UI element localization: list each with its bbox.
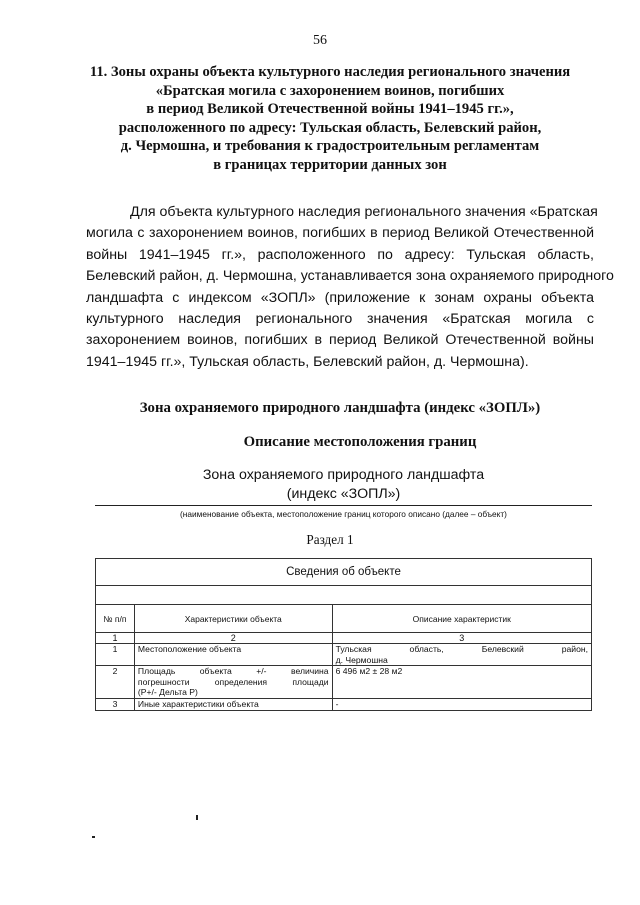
row-value — [332, 699, 591, 711]
row-number: 1 — [96, 644, 135, 666]
characteristic-line: Местоположение объекта — [137, 644, 242, 654]
object-name-line: (индекс «ЗОПЛ») — [286, 486, 401, 502]
paragraph-line: войны 1941–1945 гг.», расположенного по адресу: Тульская область, — [86, 246, 594, 263]
heading-line: «Братская могила с захоронением воинов, погибших — [155, 82, 505, 99]
value-line: д. Чермошна — [335, 654, 388, 665]
object-info-table — [95, 558, 592, 711]
paragraph-line: могила с захоронением воинов, погибших в период Великой Отечественной — [86, 225, 594, 242]
row-characteristic — [134, 644, 332, 666]
paragraph-line: 1941–1945 гг.», Тульская область, Белевский район, д. Чермошна). — [86, 353, 529, 370]
paragraph-line: культурного наследия регионального значения «Братская могила с — [86, 311, 594, 328]
scan-mark — [196, 815, 198, 820]
header-characteristic: Характеристики объекта — [134, 605, 332, 633]
column-number: 2 — [134, 633, 332, 644]
description-title: Описание местоположения границ — [243, 434, 477, 450]
heading-line: в границах территории данных зон — [213, 156, 447, 173]
header-number: № п/п — [96, 605, 135, 633]
header-description: Описание характеристик — [332, 605, 591, 633]
heading-line: в период Великой Отечественной войны 1941–1945 гг.», — [146, 101, 514, 118]
characteristic-line: Иные характеристики объекта — [137, 699, 259, 709]
table-row — [96, 644, 592, 666]
characteristic-line: погрешности определения площади — [137, 676, 329, 687]
table-caption: Сведения об объекте — [96, 559, 592, 586]
row-characteristic — [134, 699, 332, 711]
table-row — [96, 699, 592, 711]
paragraph-line: захоронением воинов, погибших в период Великой Отечественной войны — [86, 332, 594, 349]
object-name-caption: (наименование объекта, местоположение границ которого описано (далее – объект) — [180, 509, 507, 519]
value-line: - — [335, 699, 339, 709]
object-name-line: Зона охраняемого природного ландшафта — [202, 467, 485, 483]
table-row — [96, 666, 592, 699]
heading-line: расположенного по адресу: Тульская область, Белевский район, — [118, 119, 542, 136]
table-spacer-row — [96, 586, 592, 605]
row-number: 2 — [96, 666, 135, 699]
scan-mark — [92, 836, 95, 838]
row-characteristic — [134, 666, 332, 699]
object-name-field — [95, 466, 592, 506]
characteristic-line: Площадь объекта +/- величина — [137, 666, 329, 676]
value-line: 6 496 м2 ± 28 м2 — [335, 666, 403, 676]
column-number: 1 — [96, 633, 135, 644]
row-value — [332, 666, 591, 699]
row-value — [332, 644, 591, 666]
heading-line: 11. Зоны охраны объекта культурного наследия регионального значения — [89, 64, 571, 80]
paragraph-line: Белевский район, д. Чермошна, устанавливается зона охраняемого природного — [86, 268, 614, 285]
paragraph-line: Для объекта культурного наследия регионального значения «Братская — [130, 204, 598, 220]
characteristic-line: (P+/- Дельта P) — [137, 687, 198, 697]
section-label: Раздел 1 — [306, 532, 354, 547]
column-number: 3 — [332, 633, 591, 644]
section-heading — [70, 63, 590, 175]
row-number: 3 — [96, 699, 135, 711]
value-line: Тульская область, Белевский район, — [335, 644, 588, 654]
body-paragraph — [86, 202, 614, 373]
heading-line: д. Чермошна, и требования к градостроительным регламентам — [120, 138, 540, 155]
page-number: 56 — [313, 33, 327, 48]
zone-title: Зона охраняемого природного ландшафта (индекс «ЗОПЛ») — [139, 400, 541, 416]
paragraph-line: ландшафта с индексом «ЗОПЛ» (приложение к зонам охраны объекта — [86, 289, 594, 306]
